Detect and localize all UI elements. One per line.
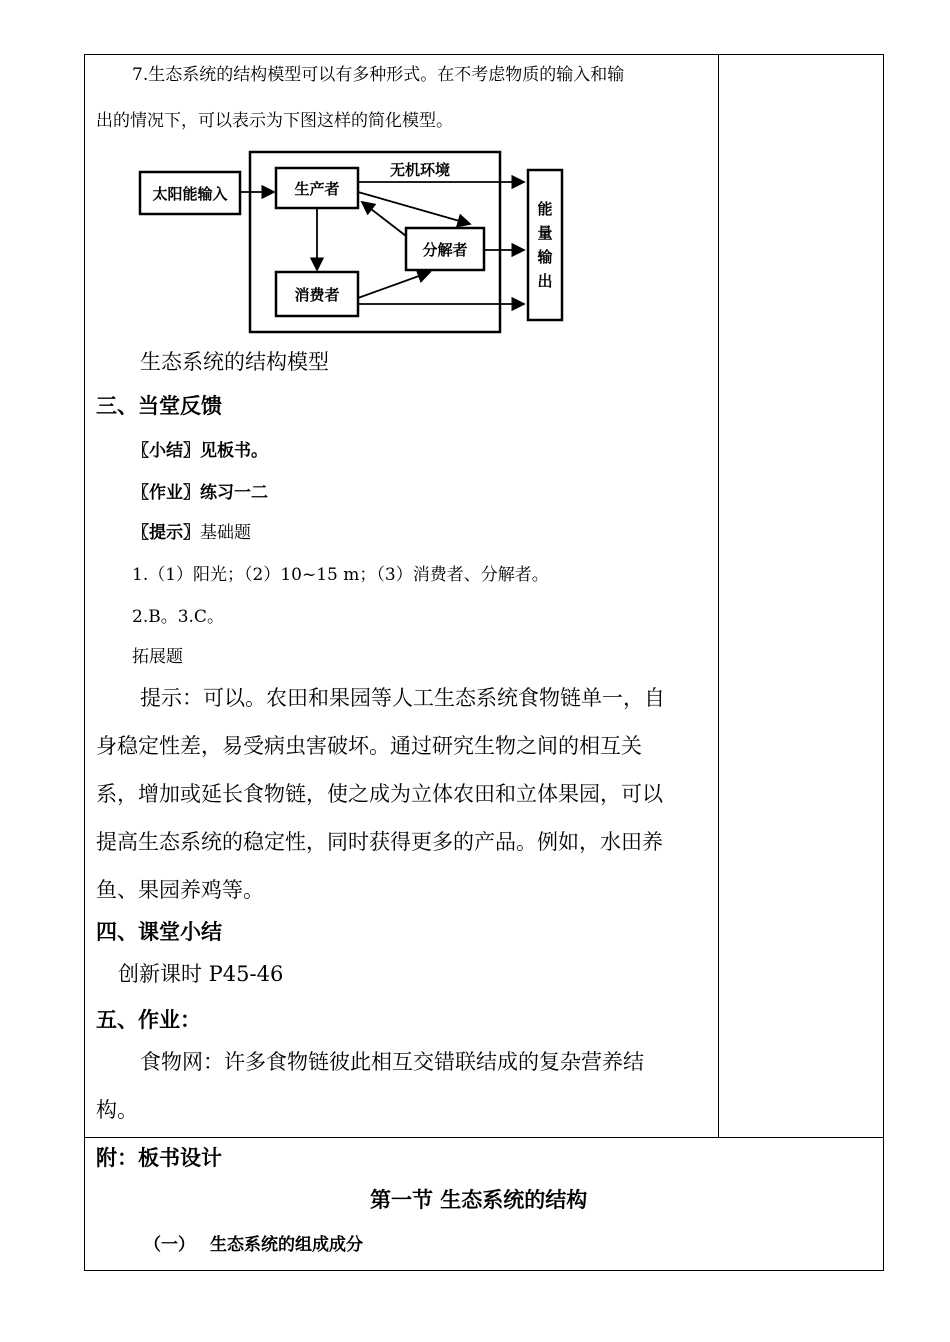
decomposer-label: 分解者 bbox=[422, 241, 468, 259]
extension-line-4: 提高生态系统的稳定性，同时获得更多的产品。例如，水田养 bbox=[96, 830, 663, 854]
energy-output-char-1: 能 bbox=[537, 200, 553, 218]
arrow-decomposer-to-producer bbox=[362, 202, 406, 236]
item7-line1: 7.生态系统的结构模型可以有多种形式。在不考虑物质的输入和输 bbox=[132, 65, 625, 85]
energy-output-char-4: 出 bbox=[537, 272, 553, 290]
extension-line-5: 鱼、果园养鸡等。 bbox=[96, 878, 264, 902]
arrow-consumer-to-decomposer bbox=[358, 272, 430, 298]
extension-label: 拓展题 bbox=[132, 647, 183, 667]
summary-line: 〖小结〗见板书。 bbox=[132, 441, 268, 461]
arrow-producer-to-decomposer bbox=[358, 192, 470, 224]
energy-output-char-3: 输 bbox=[537, 248, 553, 266]
ecosystem-structure-diagram bbox=[130, 140, 580, 340]
section5-heading: 五、作业： bbox=[96, 1008, 201, 1032]
diagram-caption: 生态系统的结构模型 bbox=[140, 350, 329, 374]
hint-text: 基础题 bbox=[200, 523, 251, 543]
inorganic-environment-label: 无机环境 bbox=[389, 161, 451, 179]
producer-label: 生产者 bbox=[294, 180, 340, 198]
table-row-divider bbox=[84, 1137, 884, 1138]
answer1-line: 1.（1）阳光；（2）10~15 m；（3）消费者、分解者。 bbox=[132, 565, 549, 585]
homework-line: 〖作业〗练习一二 bbox=[132, 483, 268, 503]
appendix-heading: 附：板书设计 bbox=[96, 1146, 222, 1170]
section4-text: 创新课时 P45-46 bbox=[118, 962, 284, 986]
extension-line-3: 系，增加或延长食物链，使之成为立体农田和立体果园，可以 bbox=[96, 782, 663, 806]
section3-heading: 三、当堂反馈 bbox=[96, 394, 222, 418]
extension-line-2: 身稳定性差，易受病虫害破坏。通过研究生物之间的相互关 bbox=[96, 734, 642, 758]
hint-line bbox=[132, 518, 251, 543]
section5-line1: 食物网：许多食物链彼此相互交错联结成的复杂营养结 bbox=[140, 1050, 644, 1074]
energy-output-char-2: 量 bbox=[537, 224, 553, 242]
appendix-subheading-number: （一） bbox=[144, 1235, 195, 1255]
energy-output-box bbox=[528, 170, 562, 320]
extension-line-1: 提示：可以。农田和果园等人工生态系统食物链单一，自 bbox=[140, 686, 665, 710]
solar-input-label: 太阳能输入 bbox=[152, 185, 228, 203]
answer2-line: 2.B。3.C。 bbox=[132, 607, 224, 627]
section5-line2: 构。 bbox=[96, 1098, 138, 1122]
table-column-divider bbox=[718, 54, 719, 1137]
section4-heading: 四、课堂小结 bbox=[96, 920, 222, 944]
hint-label: 〖提示〗 bbox=[132, 523, 200, 543]
appendix-subheading-text: 生态系统的组成成分 bbox=[210, 1235, 363, 1255]
appendix-section-title: 第一节 生态系统的结构 bbox=[370, 1188, 588, 1212]
item7-line2: 出的情况下，可以表示为下图这样的简化模型。 bbox=[96, 111, 453, 131]
consumer-label: 消费者 bbox=[294, 286, 340, 304]
